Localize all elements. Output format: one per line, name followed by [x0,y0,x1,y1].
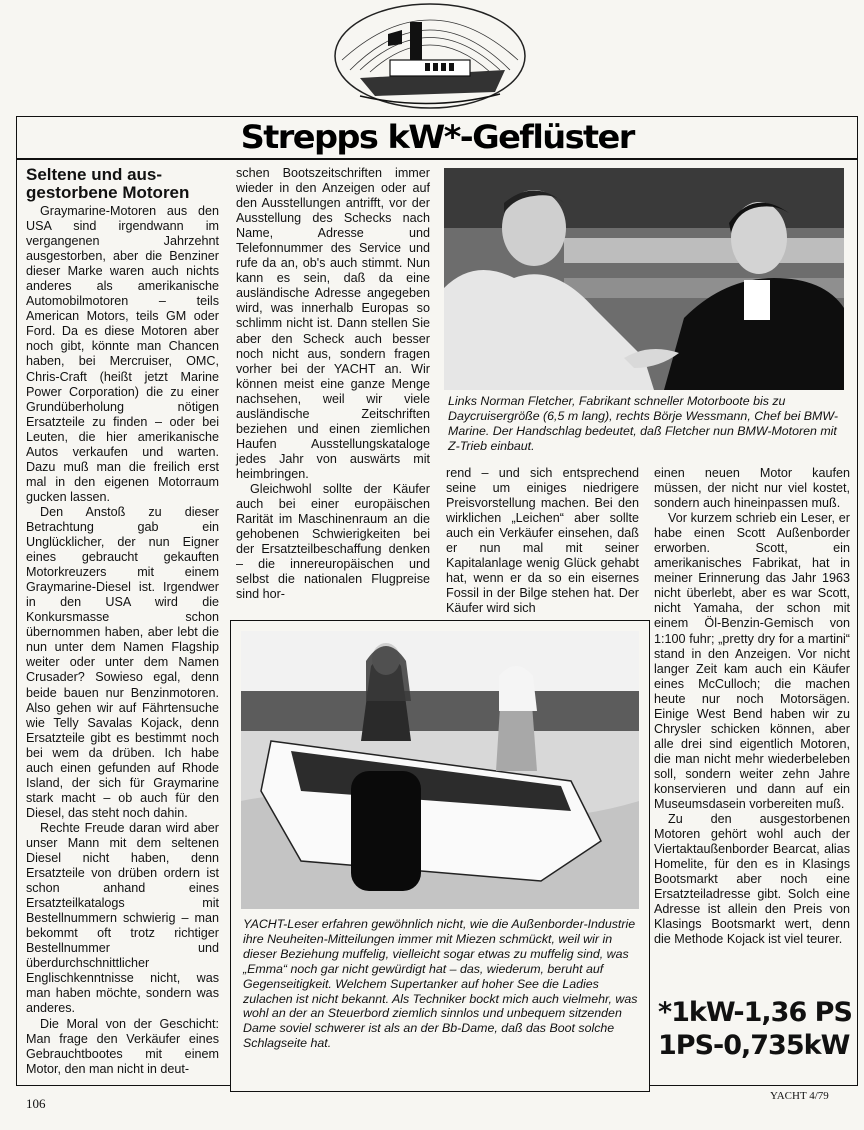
paragraph: schen Bootszeitschriften immer wieder in den Anzeigen oder auf den Ausstellungen antrifft, vor der Ausstellung des Schecks nach Name, Adresse und Telefonnummer des Service und rufe da an, ob's auch stimmt. Nun kann es sein, daß da eine ausländische Adresse angegeben wird, was innerhalb Europas so schlimm nicht ist. Dann stellen Sie aber den Scheck auch besser noch nicht aus, sondern fragen vorher bei der YACHT an. Wir können meist eine ganze Menge nachsehen, weil wir viele ausländische Zeitschriften beziehen und einen ziemlichen Haufen Ausstellungskataloge jedes Jahr von auswärts mit heimbringen. [236,166,430,481]
issue-footer: YACHT 4/79 [770,1090,829,1102]
page-number: 106 [26,1096,46,1111]
paragraph: einen neuen Motor kaufen müssen, der nicht nur viel kostet, sondern auch hineinpassen muß. [654,466,850,511]
paragraph: Rechte Freude daran wird aber unser Mann mit dem seltenen Diesel nicht haben, denn Ersatzteile von drüben ordern ist schon anhand eines Ersatzteilkatalogs mit Bestellnummern schwierig – man bekommt oft trotz richtiger Bestellnummer und überdurchschnittlicher Englischkenntnisse nicht, was man haben möchte, sondern was anderes. [26,820,219,1016]
conversion-line-2: 1PS-0,735kW [658,1030,850,1061]
column-3 [446,466,639,616]
boat-photo-box [230,620,650,1092]
paragraph: Die Moral von der Geschicht: Man frage den Verkäufer eines Gebrauchtbootes mit einem Motor, den man nicht in deut- [26,1016,219,1076]
paragraph: Den Anstoß zu dieser Betrachtung gab ein Unglücklicher, der nun Eigner eines gebraucht gekauften Motorkreuzers mit einem Graymarine-Diesel ist. Irgendwer in den USA wird die Konkursmasse schon übernommen haben, aber lebt die nun unter dem Namen Flagship weiter oder unter dem Namen Crusader? Sowieso egal, denn beide bauen nur Benzinmotoren. Also gehen wir auf Fährtensuche wie Telly Savalas Kojack, denn Ersatzteile gibt es bestimmt noch bei wem da drüben. Ich habe auch einen gefunden auf Rhode Island, der sich für Graymarine stark macht – ob auch für den Diesel, das steht noch dahin. [26,504,219,820]
column-1 [26,164,219,1077]
paragraph: Graymarine-Motoren aus den USA sind irgendwann im vergangenen Jahrzehnt ausgestorben, aber die Benziner dieser Marke waren auch nichts anderes als amerikanische Automobilmotoren – teils American Motors, teils GM oder Ford. Da es diese Motoren aber noch gibt, könnte man Chancen haben, bei Mercruiser, OMC, Chris-Craft (heißt jetzt Marine Power Corporation) die zu einer Grundüberholung nötigen Ersatzteile zu finden – oder bei Leuten, die hier amerikanische Autos verkaufen und warten. Dazu muß man die freilich erst mal in den eigenen Motorraum gucken lassen. [26,204,219,504]
title-bar [16,116,858,160]
paragraph: rend – und sich entsprechend seine um einiges niedrigere Preisvorstellung machen. Bei den wirklichen „Leichen“ aber sollte auch ein Verkäufer einsehen, daß er nun mal mit seiner Kapitalanlage wenig Glück gehabt hat, wenn er da so ein eisernes Fossil in der Bilge stehen hat. Der Käufer wird sich [446,466,639,616]
section-heading: Seltene und aus-gestorbene Motoren [26,165,190,202]
column-2 [236,166,430,602]
article-title: Strepps kW*-Geflüster [240,118,634,156]
column-4 [654,466,850,948]
unit-conversion-box [658,996,854,1078]
steamboat-logo [330,0,530,112]
photo-caption-1: Links Norman Fletcher, Fabrikant schneller Motorboote bis zu Daycruisergröße (6,5 m lang), rechts Börje Wessmann, Chef bei BMW-Marine. Der Handschlag bedeutet, daß Fletcher nun BMW-Motoren mit Z-Trieb einbaut. [448,394,838,453]
paragraph: Zu den ausgestorbenen Motoren gehört wohl auch der Viertaktaußenborder Bearcat, alias Homelite, für den es in Klasings Bootsmarkt aber noch eine Ersatzteiladresse gibt. Solch eine Adresse ist allein den Preis von Klasings Bootsmarkt wert, denn die Methode Kojack ist viel teurer. [654,812,850,947]
conversion-line-1: *1kW-1,36 PS [658,997,852,1028]
handshake-photo [444,168,844,390]
boat-photo [241,631,639,909]
photo-caption-2: YACHT-Leser erfahren gewöhnlich nicht, wie die Außenborder-Industrie ihre Neuheiten-Mitteilungen immer mit Miezen schmückt, weil wir in dieser Beziehung muffelig, vielleicht sogar etwas zu muffelig sind, was „Emma“ noch gar nicht gewürdigt hat – das, wiederum, beruht auf Gegenseitigkeit. Welchem Supertanker auf hoher See die Ladies zulachen ist nicht bekannt. Als Techniker bockt mich auch vielmehr, was wohl an der an Steuerbord ziemlich sinnlos und unbequem sitzenden Dame soviel schwerer ist als an der Bb-Dame, daß das Boot solche Schlagseite hat. [243,917,638,1051]
paragraph: Gleichwohl sollte der Käufer auch bei einer europäischen Rarität im Maschinenraum an die gehobenen Schwierigkeiten bei der Ersatzteilbeschaffung denken – die innereuropäischen und selbst die nationalen Flugpreise sind hor- [236,481,430,602]
paragraph: Vor kurzem schrieb ein Leser, er habe einen Scott Außenborder erworben. Scott, ein amerikanisches Fabrikat, hat in meiner Erinnerung das Jahr 1963 nicht überlebt, aber es war Scott, nicht Yamaha, der schon mit einem Öl-Benzin-Gemisch von 1:100 fuhr; „pretty dry for a martini“ stand in den Anzeigen. Vor nicht langer Zeit kam auch ein Käufer eines McCulloch; die machen heute nur noch Motorsägen. Einige West Bend haben wir zu Chrysler schicken können, aber alle drei sind eigentlich Motoren, die man nicht mehr wiederbeleben soll, sondern weiter zehn Jahre konservieren und dann auf ein Museumsdasein vorbereiten muß. [654,511,850,812]
